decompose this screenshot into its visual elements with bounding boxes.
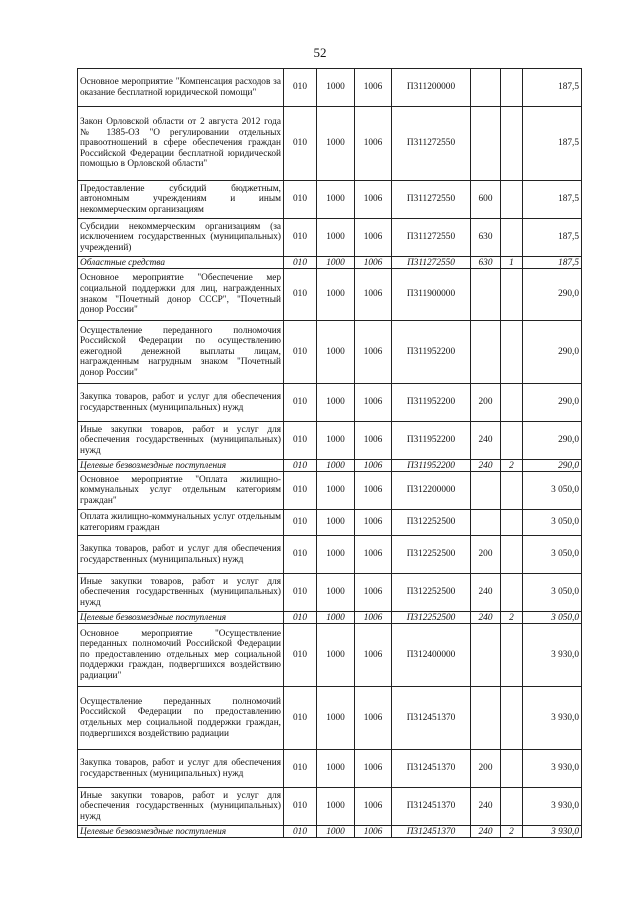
table-row: [78, 624, 582, 687]
row-sum: 290,0: [523, 269, 582, 321]
code-source: [501, 422, 523, 460]
row-sum: 3 050,0: [523, 472, 582, 510]
row-sum: 3 930,0: [523, 826, 582, 838]
code-subsection: 1006: [355, 384, 392, 422]
code-subsection: 1006: [355, 624, 392, 687]
row-name: Целевые безвозмездные поступления: [78, 612, 284, 624]
code-source: [501, 788, 523, 826]
code-expense-type: [471, 69, 501, 107]
row-sum: 187,5: [523, 219, 582, 257]
code-expense-type: 240: [471, 826, 501, 838]
table-row: [78, 422, 582, 460]
code-section: 1000: [317, 788, 355, 826]
code-expense-type: 240: [471, 422, 501, 460]
code-expense-type: [471, 510, 501, 536]
row-sum: 290,0: [523, 460, 582, 472]
code-target: П311952200: [392, 384, 471, 422]
code-admin: 010: [284, 624, 317, 687]
row-name: Иные закупки товаров, работ и услуг для обеспечения государственных (муниципальных) нужд: [78, 574, 284, 612]
code-subsection: 1006: [355, 612, 392, 624]
code-source: 1: [501, 257, 523, 269]
row-sum: 187,5: [523, 69, 582, 107]
table-row: [78, 181, 582, 219]
code-section: 1000: [317, 826, 355, 838]
table-row-source: [78, 826, 582, 838]
code-subsection: 1006: [355, 219, 392, 257]
code-admin: 010: [284, 107, 317, 181]
code-subsection: 1006: [355, 269, 392, 321]
row-sum: 3 050,0: [523, 536, 582, 574]
code-section: 1000: [317, 750, 355, 788]
code-section: 1000: [317, 321, 355, 384]
code-admin: 010: [284, 269, 317, 321]
code-section: 1000: [317, 510, 355, 536]
code-admin: 010: [284, 574, 317, 612]
code-section: 1000: [317, 107, 355, 181]
code-admin: 010: [284, 384, 317, 422]
code-target: П312451370: [392, 788, 471, 826]
row-name: Закупка товаров, работ и услуг для обеспечения государственных (муниципальных) нужд: [78, 750, 284, 788]
code-admin: 010: [284, 257, 317, 269]
code-admin: 010: [284, 788, 317, 826]
code-subsection: 1006: [355, 750, 392, 788]
code-source: [501, 107, 523, 181]
row-sum: 3 930,0: [523, 788, 582, 826]
code-target: П312451370: [392, 687, 471, 750]
row-name: Иные закупки товаров, работ и услуг для обеспечения государственных (муниципальных) нужд: [78, 788, 284, 826]
row-sum: 187,5: [523, 107, 582, 181]
code-subsection: 1006: [355, 257, 392, 269]
code-source: [501, 181, 523, 219]
table-row: [78, 788, 582, 826]
code-source: 2: [501, 826, 523, 838]
table-row: [78, 687, 582, 750]
table-row: [78, 69, 582, 107]
budget-table: [77, 68, 582, 838]
code-target: П311272550: [392, 219, 471, 257]
code-target: П312451370: [392, 750, 471, 788]
row-name: Субсидии некоммерческим организациям (за исключением государственных (муниципальных) учреждений): [78, 219, 284, 257]
code-admin: 010: [284, 181, 317, 219]
row-name: Целевые безвозмездные поступления: [78, 826, 284, 838]
code-expense-type: [471, 624, 501, 687]
code-section: 1000: [317, 69, 355, 107]
table-row: [78, 574, 582, 612]
code-target: П311272550: [392, 107, 471, 181]
code-expense-type: 240: [471, 460, 501, 472]
code-admin: 010: [284, 826, 317, 838]
row-name: Целевые безвозмездные поступления: [78, 460, 284, 472]
code-admin: 010: [284, 687, 317, 750]
code-target: П311952200: [392, 321, 471, 384]
code-expense-type: 600: [471, 181, 501, 219]
code-admin: 010: [284, 750, 317, 788]
row-name: Иные закупки товаров, работ и услуг для обеспечения государственных (муниципальных) нужд: [78, 422, 284, 460]
code-section: 1000: [317, 384, 355, 422]
code-source: [501, 574, 523, 612]
page-number: 52: [313, 45, 327, 60]
code-source: 2: [501, 612, 523, 624]
code-target: П312200000: [392, 472, 471, 510]
code-expense-type: 240: [471, 612, 501, 624]
code-expense-type: [471, 107, 501, 181]
code-section: 1000: [317, 536, 355, 574]
code-subsection: 1006: [355, 107, 392, 181]
code-section: 1000: [317, 422, 355, 460]
row-sum: 3 050,0: [523, 574, 582, 612]
table-row-source: [78, 460, 582, 472]
table-row: [78, 472, 582, 510]
code-section: 1000: [317, 612, 355, 624]
code-source: [501, 219, 523, 257]
table-row: [78, 384, 582, 422]
code-target: П311200000: [392, 69, 471, 107]
code-subsection: 1006: [355, 321, 392, 384]
code-target: П312451370: [392, 826, 471, 838]
row-sum: 3 050,0: [523, 612, 582, 624]
code-section: 1000: [317, 472, 355, 510]
code-target: П311952200: [392, 422, 471, 460]
code-target: П312400000: [392, 624, 471, 687]
code-expense-type: [471, 472, 501, 510]
row-name: Основное мероприятие "Осуществление переданных полномочий Российской Федерации по предоставлению отдельных мер социальной поддержки граждан, подвергшихся воздействию радиации": [78, 624, 284, 687]
row-name: Основное мероприятие "Оплата жилищно-коммунальных услуг отдельным категориям граждан": [78, 472, 284, 510]
code-section: 1000: [317, 257, 355, 269]
row-sum: 3 930,0: [523, 687, 582, 750]
code-target: П311952200: [392, 460, 471, 472]
code-admin: 010: [284, 510, 317, 536]
code-expense-type: 240: [471, 574, 501, 612]
code-expense-type: 240: [471, 788, 501, 826]
row-sum: 3 930,0: [523, 624, 582, 687]
code-section: 1000: [317, 181, 355, 219]
row-sum: 290,0: [523, 384, 582, 422]
table-row: [78, 750, 582, 788]
code-expense-type: 200: [471, 384, 501, 422]
code-admin: 010: [284, 69, 317, 107]
code-source: [501, 750, 523, 788]
code-subsection: 1006: [355, 788, 392, 826]
code-source: [501, 321, 523, 384]
code-target: П311272550: [392, 181, 471, 219]
row-name: Закупка товаров, работ и услуг для обеспечения государственных (муниципальных) нужд: [78, 536, 284, 574]
row-name: Основное мероприятие "Обеспечение мер социальной поддержки для лиц, награжденных знаком "Почетный донор СССР", "Почетный донор России": [78, 269, 284, 321]
code-admin: 010: [284, 472, 317, 510]
table-row: [78, 510, 582, 536]
code-source: [501, 472, 523, 510]
row-name: Областные средства: [78, 257, 284, 269]
code-subsection: 1006: [355, 687, 392, 750]
row-name: Закупка товаров, работ и услуг для обеспечения государственных (муниципальных) нужд: [78, 384, 284, 422]
code-source: 2: [501, 460, 523, 472]
code-admin: 010: [284, 321, 317, 384]
code-section: 1000: [317, 574, 355, 612]
code-subsection: 1006: [355, 826, 392, 838]
row-name: Предоставление субсидий бюджетным, автономным учреждениям и иным некоммерческим организациям: [78, 181, 284, 219]
table-row-source: [78, 257, 582, 269]
row-sum: 187,5: [523, 257, 582, 269]
row-name: Оплата жилищно-коммунальных услуг отдельным категориям граждан: [78, 510, 284, 536]
table-row: [78, 107, 582, 181]
row-sum: 3 930,0: [523, 750, 582, 788]
code-section: 1000: [317, 624, 355, 687]
code-expense-type: [471, 321, 501, 384]
code-expense-type: 200: [471, 536, 501, 574]
code-subsection: 1006: [355, 574, 392, 612]
row-name: Основное мероприятие "Компенсация расходов за оказание бесплатной юридической помощи": [78, 69, 284, 107]
code-admin: 010: [284, 460, 317, 472]
code-expense-type: [471, 687, 501, 750]
code-expense-type: [471, 269, 501, 321]
code-target: П312252500: [392, 612, 471, 624]
code-target: П312252500: [392, 574, 471, 612]
code-target: П312252500: [392, 510, 471, 536]
table-row: [78, 219, 582, 257]
code-subsection: 1006: [355, 510, 392, 536]
code-source: [501, 624, 523, 687]
row-name: Осуществление переданных полномочий Российской Федерации по предоставлению отдельных мер социальной поддержки граждан, подвергшихся воздействию радиации: [78, 687, 284, 750]
table-row: [78, 321, 582, 384]
code-source: [501, 510, 523, 536]
code-section: 1000: [317, 219, 355, 257]
code-expense-type: 630: [471, 257, 501, 269]
row-name: Осуществление переданного полномочия Российской Федерации по осуществлению ежегодной денежной выплаты лицам, награжденным нагрудным знаком "Почетный донор России": [78, 321, 284, 384]
row-name: Закон Орловской области от 2 августа 2012 года № 1385-ОЗ "О регулировании отдельных правоотношений в сфере обеспечения граждан Российской Федерации бесплатной юридической помощью в Орловской области": [78, 107, 284, 181]
code-subsection: 1006: [355, 460, 392, 472]
code-source: [501, 536, 523, 574]
code-subsection: 1006: [355, 422, 392, 460]
code-source: [501, 269, 523, 321]
row-sum: 290,0: [523, 321, 582, 384]
table-row-source: [78, 612, 582, 624]
code-subsection: 1006: [355, 472, 392, 510]
code-target: П311272550: [392, 257, 471, 269]
code-subsection: 1006: [355, 69, 392, 107]
code-expense-type: 200: [471, 750, 501, 788]
code-admin: 010: [284, 612, 317, 624]
row-sum: 290,0: [523, 422, 582, 460]
code-source: [501, 384, 523, 422]
row-sum: 3 050,0: [523, 510, 582, 536]
code-target: П312252500: [392, 536, 471, 574]
code-expense-type: 630: [471, 219, 501, 257]
code-section: 1000: [317, 460, 355, 472]
code-source: [501, 69, 523, 107]
code-admin: 010: [284, 422, 317, 460]
table-body: [78, 69, 582, 838]
code-subsection: 1006: [355, 181, 392, 219]
code-section: 1000: [317, 687, 355, 750]
code-target: П311900000: [392, 269, 471, 321]
table-row: [78, 536, 582, 574]
code-source: [501, 687, 523, 750]
table-row: [78, 269, 582, 321]
row-sum: 187,5: [523, 181, 582, 219]
code-admin: 010: [284, 536, 317, 574]
code-subsection: 1006: [355, 536, 392, 574]
code-admin: 010: [284, 219, 317, 257]
code-section: 1000: [317, 269, 355, 321]
